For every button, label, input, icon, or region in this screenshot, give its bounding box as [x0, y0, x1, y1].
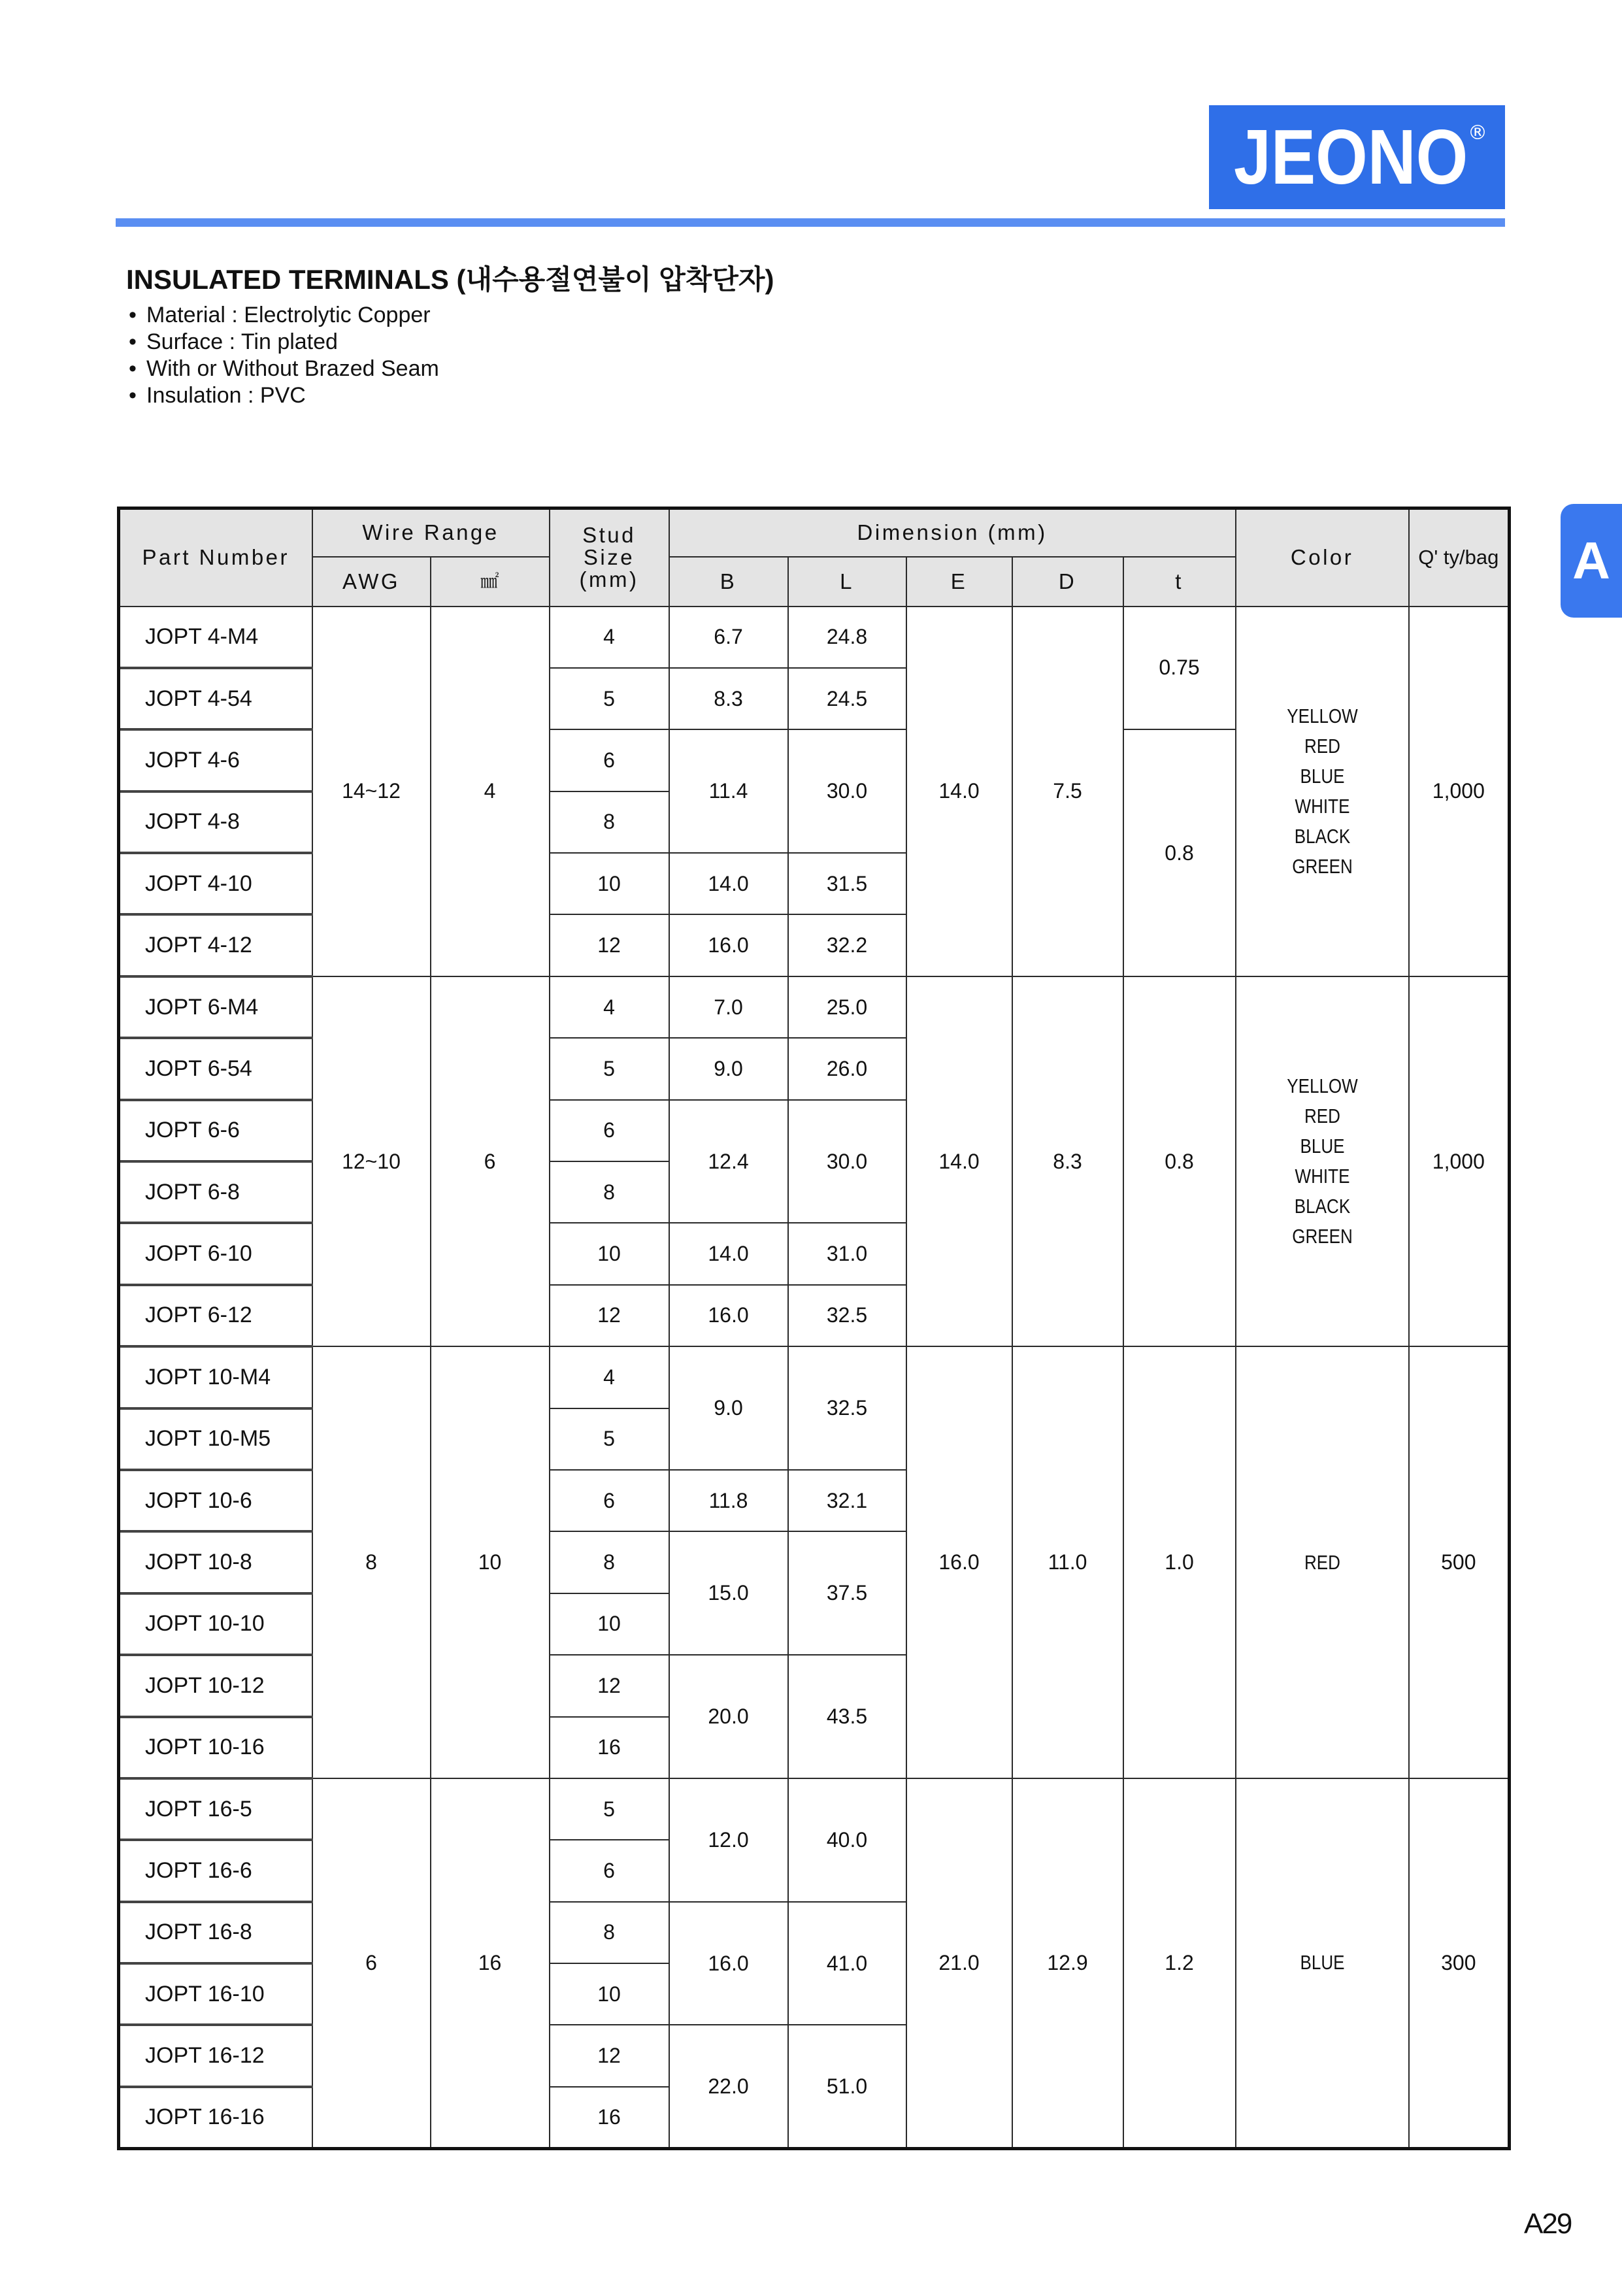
dimension-b-cell: 16.0: [669, 1285, 788, 1346]
color-name: RED: [1304, 1105, 1340, 1128]
stud-size-cell: 16: [550, 1717, 669, 1778]
dimension-t-cell: 1.0: [1123, 1346, 1236, 1778]
color-name: WHITE: [1295, 794, 1350, 818]
section-tab[interactable]: A: [1561, 504, 1622, 618]
header-d: D: [1012, 557, 1123, 607]
table-row: [119, 976, 1510, 1038]
color-name: GREEN: [1291, 1225, 1353, 1248]
dimension-b-cell: 9.0: [669, 1038, 788, 1099]
dimension-b-cell: 16.0: [669, 914, 788, 976]
dimension-b-cell: 15.0: [669, 1531, 788, 1655]
part-number-cell: JOPT 10-16: [119, 1717, 312, 1778]
header-color: Color: [1236, 508, 1409, 607]
header-qty: Q' ty/bag: [1409, 508, 1510, 607]
stud-size-cell: 4: [550, 607, 669, 668]
brand-name: JEONO: [1234, 114, 1468, 201]
stud-size-cell: 12: [550, 914, 669, 976]
brand-logo: [1209, 105, 1505, 209]
header-awg: AWG: [312, 557, 431, 607]
stud-size-cell: 6: [550, 1470, 669, 1531]
color-name: RED: [1304, 734, 1340, 757]
stud-size-cell: 6: [550, 729, 669, 791]
dimension-l-cell: 32.1: [788, 1470, 906, 1531]
dimension-l-cell: 31.5: [788, 853, 906, 914]
dimension-l-cell: 51.0: [788, 2025, 906, 2148]
table-header: [119, 508, 1510, 607]
header-e: E: [906, 557, 1012, 607]
stud-size-cell: 6: [550, 1840, 669, 1901]
part-number-cell: JOPT 10-M5: [119, 1408, 312, 1470]
part-number-cell: JOPT 4-8: [119, 791, 312, 853]
awg-cell: 8: [312, 1346, 431, 1778]
header-stud-line: (mm): [579, 567, 639, 592]
header-stud-size: [550, 508, 669, 607]
color-list: [1236, 1071, 1408, 1252]
table-row: [119, 1346, 1510, 1408]
color-name: BLUE: [1300, 764, 1345, 788]
stud-size-cell: 8: [550, 1902, 669, 1963]
stud-size-cell: 5: [550, 1038, 669, 1099]
dimension-e-cell: 16.0: [906, 1346, 1012, 1778]
dimension-l-cell: 26.0: [788, 1038, 906, 1099]
part-number-cell: JOPT 4-6: [119, 729, 312, 791]
part-number-cell: JOPT 16-5: [119, 1778, 312, 1840]
header-l: L: [788, 557, 906, 607]
mm2-cell: 6: [431, 976, 550, 1346]
page-title: INSULATED TERMINALS (내수용절연불이 압착단자): [126, 264, 774, 295]
dimension-l-cell: 41.0: [788, 1902, 906, 2025]
header-stud-line: Size: [583, 545, 635, 570]
color-name: YELLOW: [1286, 1074, 1358, 1098]
part-number-cell: JOPT 10-M4: [119, 1346, 312, 1408]
spec-item: • With or Without Brazed Seam: [129, 356, 439, 382]
stud-size-cell: 4: [550, 976, 669, 1038]
dimension-b-cell: 7.0: [669, 976, 788, 1038]
dimension-b-cell: 20.0: [669, 1655, 788, 1778]
color-cell: [1236, 976, 1409, 1346]
color-name: YELLOW: [1286, 704, 1358, 727]
stud-size-cell: 10: [550, 1963, 669, 2025]
color-cell: [1236, 1778, 1409, 2148]
stud-size-cell: 16: [550, 2087, 669, 2148]
header-divider: [116, 218, 1505, 227]
mm2-cell: 4: [431, 607, 550, 976]
dimension-t-cell: 1.2: [1123, 1778, 1236, 2148]
part-number-cell: JOPT 4-10: [119, 853, 312, 914]
registered-mark: ®: [1468, 122, 1487, 144]
part-number-cell: JOPT 16-6: [119, 1840, 312, 1901]
spec-list: [129, 302, 439, 409]
part-number-cell: JOPT 10-12: [119, 1655, 312, 1716]
part-number-cell: JOPT 4-54: [119, 668, 312, 729]
header-b: B: [669, 557, 788, 607]
color-name: BLUE: [1300, 1951, 1345, 1974]
dimension-b-cell: 14.0: [669, 853, 788, 914]
awg-cell: 6: [312, 1778, 431, 2148]
color-list: [1236, 1948, 1408, 1978]
dimension-l-cell: 32.5: [788, 1346, 906, 1470]
dimension-b-cell: 12.4: [669, 1100, 788, 1223]
dimension-b-cell: 22.0: [669, 2025, 788, 2148]
stud-size-cell: 8: [550, 1531, 669, 1593]
part-number-cell: JOPT 10-10: [119, 1593, 312, 1655]
qty-cell: 1,000: [1409, 607, 1510, 976]
qty-cell: 300: [1409, 1778, 1510, 2148]
stud-size-cell: 8: [550, 1161, 669, 1223]
stud-size-cell: 5: [550, 1408, 669, 1470]
color-list: [1236, 1548, 1408, 1578]
stud-size-cell: 6: [550, 1100, 669, 1161]
mm2-cell: 16: [431, 1778, 550, 2148]
qty-cell: 1,000: [1409, 976, 1510, 1346]
part-number-cell: JOPT 6-54: [119, 1038, 312, 1099]
color-name: BLACK: [1294, 824, 1350, 848]
color-name: WHITE: [1295, 1165, 1350, 1188]
dimension-d-cell: 11.0: [1012, 1346, 1123, 1778]
dimension-l-cell: 30.0: [788, 1100, 906, 1223]
dimension-l-cell: 30.0: [788, 729, 906, 853]
dimension-t-cell: 0.75: [1123, 607, 1236, 730]
dimension-b-cell: 6.7: [669, 607, 788, 668]
part-number-cell: JOPT 16-16: [119, 2087, 312, 2148]
color-cell: [1236, 1346, 1409, 1778]
stud-size-cell: 10: [550, 853, 669, 914]
part-number-cell: JOPT 10-6: [119, 1470, 312, 1531]
part-number-cell: JOPT 6-8: [119, 1161, 312, 1223]
dimension-d-cell: 8.3: [1012, 976, 1123, 1346]
part-number-cell: JOPT 6-M4: [119, 976, 312, 1038]
dimension-l-cell: 31.0: [788, 1223, 906, 1284]
part-number-cell: JOPT 4-12: [119, 914, 312, 976]
color-name: BLUE: [1300, 1135, 1345, 1158]
dimension-e-cell: 21.0: [906, 1778, 1012, 2148]
awg-cell: 12~10: [312, 976, 431, 1346]
header-mm2: ㎟: [431, 557, 550, 607]
table-row: [119, 1778, 1510, 1840]
stud-size-cell: 4: [550, 1346, 669, 1408]
header-wire-range: Wire Range: [312, 508, 550, 557]
part-number-cell: JOPT 16-10: [119, 1963, 312, 2025]
color-name: BLACK: [1294, 1195, 1350, 1218]
dimension-d-cell: 12.9: [1012, 1778, 1123, 2148]
header-stud-line: Stud: [582, 523, 636, 548]
part-number-cell: JOPT 4-M4: [119, 607, 312, 668]
stud-size-cell: 12: [550, 2025, 669, 2086]
dimension-l-cell: 32.5: [788, 1285, 906, 1346]
part-number-cell: JOPT 16-12: [119, 2025, 312, 2086]
stud-size-cell: 8: [550, 791, 669, 853]
dimension-l-cell: 24.5: [788, 668, 906, 729]
dimension-e-cell: 14.0: [906, 976, 1012, 1346]
dimension-l-cell: 25.0: [788, 976, 906, 1038]
stud-size-cell: 10: [550, 1223, 669, 1284]
part-number-cell: JOPT 6-10: [119, 1223, 312, 1284]
header-dimension: Dimension (mm): [669, 508, 1236, 557]
dimension-d-cell: 7.5: [1012, 607, 1123, 976]
part-number-cell: JOPT 10-8: [119, 1531, 312, 1593]
dimension-l-cell: 24.8: [788, 607, 906, 668]
stud-size-cell: 10: [550, 1593, 669, 1655]
color-name: GREEN: [1291, 854, 1353, 878]
dimension-b-cell: 11.8: [669, 1470, 788, 1531]
dimension-b-cell: 12.0: [669, 1778, 788, 1902]
dimension-l-cell: 43.5: [788, 1655, 906, 1778]
header-row: [119, 508, 1510, 557]
table-row: [119, 607, 1510, 668]
dimension-l-cell: 40.0: [788, 1778, 906, 1902]
table-body: [119, 607, 1510, 2149]
spec-item: • Surface : Tin plated: [129, 329, 439, 356]
qty-cell: 500: [1409, 1346, 1510, 1778]
dimension-b-cell: 11.4: [669, 729, 788, 853]
dimension-b-cell: 8.3: [669, 668, 788, 729]
header-t: t: [1123, 557, 1236, 607]
color-list: [1236, 701, 1408, 882]
part-number-cell: JOPT 16-8: [119, 1902, 312, 1963]
part-number-cell: JOPT 6-6: [119, 1100, 312, 1161]
awg-cell: 14~12: [312, 607, 431, 976]
stud-size-cell: 5: [550, 668, 669, 729]
page-number: A29: [1524, 2208, 1572, 2240]
part-number-cell: JOPT 6-12: [119, 1285, 312, 1346]
stud-size-cell: 5: [550, 1778, 669, 1840]
dimension-t-cell: 0.8: [1123, 729, 1236, 976]
spec-item: • Material : Electrolytic Copper: [129, 302, 439, 329]
spec-item: • Insulation : PVC: [129, 382, 439, 409]
color-cell: [1236, 607, 1409, 976]
dimension-b-cell: 14.0: [669, 1223, 788, 1284]
stud-size-cell: 12: [550, 1655, 669, 1716]
header-part-number: Part Number: [119, 508, 312, 607]
spec-table: [117, 507, 1511, 2150]
dimension-l-cell: 37.5: [788, 1531, 906, 1655]
color-name: RED: [1304, 1550, 1340, 1574]
dimension-e-cell: 14.0: [906, 607, 1012, 976]
dimension-b-cell: 16.0: [669, 1902, 788, 2025]
mm2-cell: 10: [431, 1346, 550, 1778]
stud-size-cell: 12: [550, 1285, 669, 1346]
dimension-l-cell: 32.2: [788, 914, 906, 976]
dimension-t-cell: 0.8: [1123, 976, 1236, 1346]
dimension-b-cell: 9.0: [669, 1346, 788, 1470]
